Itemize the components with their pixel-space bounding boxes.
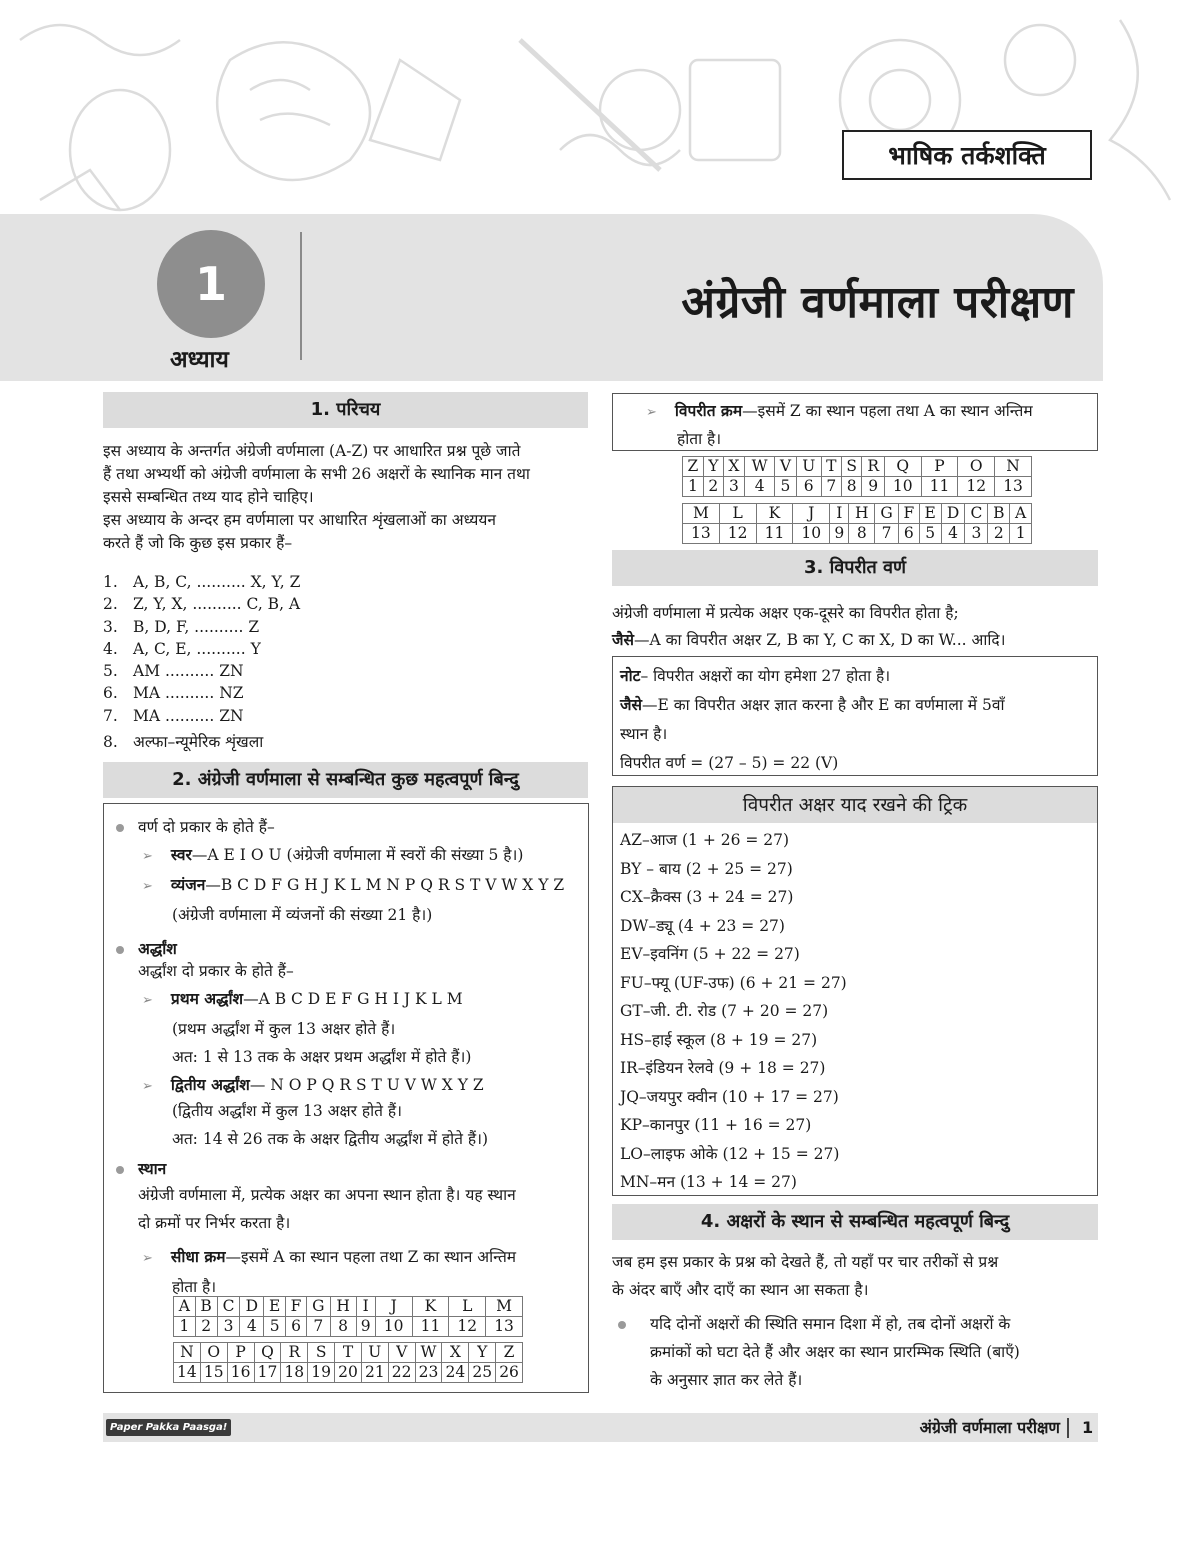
position-cell: 11 <box>921 477 958 497</box>
letter-cell: V <box>388 1343 415 1363</box>
position-cell: 26 <box>496 1363 523 1383</box>
table-row <box>174 1343 523 1363</box>
first-half-label: प्रथम अर्द्धांश <box>170 990 244 1008</box>
trick-item: BY – बाय (2 + 25 = 27) <box>620 859 793 878</box>
reverse-order-text: होता है। <box>677 430 722 448</box>
trick-item: GT–जी. टी. रोड (7 + 20 = 27) <box>620 1002 829 1020</box>
arrow-icon: ➢ <box>142 993 153 1008</box>
letter-cell: B <box>195 1297 217 1317</box>
reverse-order-table-1 <box>682 456 1032 497</box>
section-3-title: 3. विपरीत वर्ण <box>612 550 1098 586</box>
trick-item: LO–लाइफ ओके (12 + 15 = 27) <box>620 1144 840 1163</box>
letter-cell: P <box>227 1343 254 1363</box>
bullet-icon <box>116 824 124 832</box>
note-text: – विपरीत अक्षरों का योग हमेशा 27 होता है। <box>640 667 891 685</box>
swar-text: —A E I O U (अंग्रेजी वर्णमाला में स्वरों की संख्या 5 है।) <box>191 846 524 864</box>
first-half-note: (प्रथम अर्द्धांश में कुल 13 अक्षर होते हैं। <box>172 1020 396 1038</box>
sthan-text: दो क्रमों पर निर्भर करता है। <box>138 1214 291 1232</box>
trick-item: KP–कानपुर (11 + 16 = 27) <box>620 1116 812 1134</box>
doodle-background <box>0 0 1200 240</box>
trick-list <box>620 826 847 1197</box>
list-item: 6. MA .......... NZ <box>103 684 244 703</box>
chapter-divider <box>300 232 302 360</box>
opposite-letter-text <box>612 600 1005 654</box>
chapter-number: 1 <box>157 230 265 338</box>
letter-cell: W <box>415 1343 442 1363</box>
position-cell: 1 <box>174 1317 196 1337</box>
table-row <box>683 504 1032 524</box>
section-4-title: 4. अक्षरों के स्थान से सम्बन्धित महत्वपूर्ण बिन्दु <box>612 1204 1098 1240</box>
position-cell: 17 <box>254 1363 281 1383</box>
letter-cell: H <box>849 504 875 524</box>
position-cell: 9 <box>862 477 884 497</box>
list-item: 8. अल्फा–न्यूमेरिक शृंखला <box>103 733 264 752</box>
letter-cell: L <box>719 504 756 524</box>
position-cell: 25 <box>469 1363 496 1383</box>
reverse-order-table-2 <box>682 503 1032 544</box>
points-content <box>116 813 564 1301</box>
bullet-icon <box>116 946 124 954</box>
series-list <box>103 571 300 753</box>
ardhansh-sub: अर्द्धांश दो प्रकार के होते हैं– <box>138 962 294 980</box>
position-cell: 9 <box>830 524 849 544</box>
example-text: —E का विपरीत अक्षर ज्ञात करना है और E का वर्णमाला में 5वाँ <box>641 696 1005 714</box>
letter-cell: J <box>793 504 830 524</box>
letter-cell: O <box>200 1343 227 1363</box>
direct-order-table-2 <box>173 1342 523 1383</box>
list-item: 5. AM .......... ZN <box>103 662 244 681</box>
letter-cell: N <box>995 457 1032 477</box>
reverse-order-text: —इसमें Z का स्थान पहला तथा A का स्थान अन्तिम <box>742 402 1033 420</box>
position-cell: 21 <box>361 1363 388 1383</box>
position-cell: 19 <box>308 1363 335 1383</box>
letter-cell: R <box>862 457 884 477</box>
letter-cell: R <box>281 1343 308 1363</box>
letter-cell: G <box>306 1297 330 1317</box>
letter-cell: K <box>412 1297 449 1317</box>
table-row <box>683 477 1032 497</box>
letter-cell: H <box>330 1297 356 1317</box>
letter-cell: Y <box>469 1343 496 1363</box>
position-cell: 7 <box>821 477 841 497</box>
letter-cell: U <box>361 1343 388 1363</box>
trick-item: EV–इवनिंग (5 + 22 = 27) <box>620 945 800 963</box>
letter-cell: O <box>958 457 995 477</box>
subject-box: भाषिक तर्कशक्ति <box>842 130 1092 180</box>
intro-line: इससे सम्बन्धित तथ्य याद होने चाहिए। <box>103 488 314 506</box>
table-row <box>683 524 1032 544</box>
second-half-label: द्वितीय अर्द्धांश <box>170 1076 250 1094</box>
position-cell: 9 <box>356 1317 375 1337</box>
arrow-icon: ➢ <box>142 1079 153 1094</box>
letter-cell: E <box>919 504 941 524</box>
position-cell: 3 <box>217 1317 240 1337</box>
note-label: नोट <box>620 667 641 685</box>
letter-cell: C <box>217 1297 240 1317</box>
opposite-line: —A का विपरीत अक्षर Z, B का Y, C का X, D का W... आदि। <box>633 631 1006 649</box>
letter-cell: Q <box>254 1343 281 1363</box>
point-text: वर्ण दो प्रकार के होते हैं– <box>138 818 275 836</box>
direct-order-text: होता है। <box>172 1278 217 1296</box>
position-cell: 5 <box>919 524 941 544</box>
section-1-title: 1. परिचय <box>103 392 588 428</box>
letter-cell: X <box>442 1343 469 1363</box>
table-row <box>174 1297 523 1317</box>
letter-cell: Z <box>683 457 704 477</box>
position-cell: 5 <box>264 1317 286 1337</box>
list-item: 2. Z, Y, X, .......... C, B, A <box>103 595 301 614</box>
vyanjan-text: —B C D F G H J K L M N P Q R S T V W X Y Z <box>205 876 565 894</box>
letter-cell: K <box>756 504 793 524</box>
trick-item: FU–फ्यू (UF-उफ) (6 + 21 = 27) <box>620 973 847 992</box>
position-cell: 11 <box>412 1317 449 1337</box>
position-cell: 2 <box>988 524 1010 544</box>
list-item: 7. MA .......... ZN <box>103 706 244 725</box>
position-cell: 8 <box>330 1317 356 1337</box>
trick-title: विपरीत अक्षर याद रखने की ट्रिक <box>613 787 1097 823</box>
position-cell: 14 <box>174 1363 201 1383</box>
letter-cell: F <box>898 504 919 524</box>
position-cell: 13 <box>486 1317 523 1337</box>
letter-cell: D <box>240 1297 264 1317</box>
second-half-note: अत: 14 से 26 तक के अक्षर द्वितीय अर्द्धांश में होते हैं।) <box>172 1130 489 1148</box>
letter-cell: M <box>486 1297 523 1317</box>
position-cell: 13 <box>683 524 720 544</box>
footer-separator <box>1067 1418 1069 1438</box>
letter-cell: D <box>941 504 965 524</box>
letter-cell: N <box>174 1343 201 1363</box>
sthan-label: स्थान <box>138 1160 167 1178</box>
trick-item: DW–ड्यू (4 + 23 = 27) <box>620 916 785 935</box>
position-cell: 6 <box>286 1317 307 1337</box>
first-half-text: —A B C D E F G H I J K L M <box>243 990 463 1008</box>
letter-cell: B <box>988 504 1010 524</box>
position-cell: 2 <box>195 1317 217 1337</box>
table-row <box>174 1317 523 1337</box>
position-cell: 7 <box>875 524 899 544</box>
letter-cell: V <box>775 457 797 477</box>
intro-line: करते हैं जो कि कुछ इस प्रकार हैं– <box>103 534 293 552</box>
letter-cell: X <box>723 457 744 477</box>
intro-line: इस अध्याय के अन्दर हम वर्णमाला पर आधारित शृंखलाओं का अध्ययन <box>103 511 496 529</box>
letter-cell: A <box>1010 504 1032 524</box>
position-cell: 6 <box>898 524 919 544</box>
swar-label: स्वर <box>170 846 192 864</box>
letter-cell: F <box>286 1297 307 1317</box>
note-content <box>620 662 1004 778</box>
letter-cell: C <box>965 504 988 524</box>
section-4-line: क्रमांकों को घटा देते हैं और अक्षर का स्थान प्रारम्भिक स्थिति (बाएँ) <box>650 1343 1020 1361</box>
letter-cell: Y <box>703 457 723 477</box>
letter-cell: W <box>745 457 775 477</box>
direct-order-table-1 <box>173 1296 523 1337</box>
position-cell: 6 <box>796 477 821 497</box>
arrow-icon: ➢ <box>142 879 153 894</box>
sthan-text: अंग्रेजी वर्णमाला में, प्रत्येक अक्षर का अपना स्थान होता है। यह स्थान <box>138 1186 516 1204</box>
position-cell: 12 <box>958 477 995 497</box>
vyanjan-note: (अंग्रेजी वर्णमाला में व्यंजनों की संख्या 21 है।) <box>172 906 433 924</box>
page-number: 1 <box>1082 1418 1094 1437</box>
letter-cell: L <box>449 1297 486 1317</box>
section-4-line: के अनुसार ज्ञात कर लेते हैं। <box>650 1371 803 1389</box>
position-cell: 5 <box>775 477 797 497</box>
example-result: विपरीत वर्ण = (27 – 5) = 22 (V) <box>620 754 839 772</box>
section-4-content <box>612 1248 1020 1394</box>
letter-cell: Z <box>496 1343 523 1363</box>
position-cell: 8 <box>849 524 875 544</box>
position-cell: 12 <box>449 1317 486 1337</box>
position-cell: 12 <box>719 524 756 544</box>
trick-item: HS–हाई स्कूल (8 + 19 = 27) <box>620 1030 818 1049</box>
table-row <box>174 1363 523 1383</box>
arrow-icon: ➢ <box>142 849 153 864</box>
section-4-line: यदि दोनों अक्षरों की स्थिति समान दिशा में हो, तब दोनों अक्षरों के <box>650 1315 1011 1333</box>
direct-order-text: —इसमें A का स्थान पहला तथा Z का स्थान अन्तिम <box>225 1248 517 1266</box>
trick-item: MN–मन (13 + 14 = 27) <box>620 1173 797 1191</box>
footer-logo: Paper Pakka Paasga! <box>106 1419 231 1436</box>
arrow-icon: ➢ <box>142 1251 153 1266</box>
vyanjan-label: व्यंजन <box>170 876 206 894</box>
position-cell: 10 <box>884 477 921 497</box>
position-cell: 11 <box>756 524 793 544</box>
trick-item: JQ–जयपुर क्वीन (10 + 17 = 27) <box>620 1087 839 1106</box>
letter-cell: S <box>841 457 862 477</box>
list-item: 1. A, B, C, .......... X, Y, Z <box>103 573 301 591</box>
letter-cell: J <box>375 1297 412 1317</box>
ardhansh-label: अर्द्धांश <box>138 940 177 958</box>
first-half-note: अत: 1 से 13 तक के अक्षर प्रथम अर्द्धांश में होते हैं।) <box>172 1048 472 1066</box>
letter-cell: G <box>875 504 899 524</box>
letter-cell: I <box>356 1297 375 1317</box>
example-label: जैसे <box>620 696 642 714</box>
position-cell: 1 <box>683 477 704 497</box>
position-cell: 1 <box>1010 524 1032 544</box>
position-cell: 15 <box>200 1363 227 1383</box>
intro-paragraph-1 <box>103 440 530 555</box>
letter-cell: I <box>830 504 849 524</box>
second-half-note: (द्वितीय अर्द्धांश में कुल 13 अक्षर होते हैं। <box>172 1102 402 1120</box>
chapter-word: अध्याय <box>170 347 229 373</box>
opposite-line: अंग्रेजी वर्णमाला में प्रत्येक अक्षर एक-दूसरे का विपरीत होता है; <box>612 604 959 622</box>
position-cell: 22 <box>388 1363 415 1383</box>
position-cell: 4 <box>240 1317 264 1337</box>
letter-cell: U <box>796 457 821 477</box>
position-cell: 10 <box>793 524 830 544</box>
position-cell: 3 <box>965 524 988 544</box>
position-cell: 16 <box>227 1363 254 1383</box>
example-label: जैसे <box>612 631 634 649</box>
second-half-text: — N O P Q R S T U V W X Y Z <box>249 1076 484 1094</box>
example-text: स्थान है। <box>620 725 668 743</box>
position-cell: 7 <box>306 1317 330 1337</box>
position-cell: 8 <box>841 477 862 497</box>
position-cell: 10 <box>375 1317 412 1337</box>
footer-title: अंग्रेजी वर्णमाला परीक्षण <box>919 1418 1060 1437</box>
position-cell: 4 <box>941 524 965 544</box>
chapter-title: अंग्रेजी वर्णमाला परीक्षण <box>681 277 1074 328</box>
position-cell: 3 <box>723 477 744 497</box>
section-4-line: के अंदर बाएँ और दाएँ का स्थान आ सकता है। <box>612 1281 869 1299</box>
position-cell: 24 <box>442 1363 469 1383</box>
section-4-line: जब हम इस प्रकार के प्रश्न को देखते हैं, तो यहाँ पर चार तरीकों से प्रश्न <box>612 1253 999 1271</box>
letter-cell: E <box>264 1297 286 1317</box>
position-cell: 18 <box>281 1363 308 1383</box>
letter-cell: T <box>821 457 841 477</box>
position-cell: 23 <box>415 1363 442 1383</box>
reverse-order-content <box>646 398 1033 452</box>
intro-line: इस अध्याय के अन्तर्गत अंग्रेजी वर्णमाला (A-Z) पर आधारित प्रश्न पूछे जाते <box>103 442 521 460</box>
letter-cell: A <box>174 1297 196 1317</box>
arrow-icon: ➢ <box>646 405 657 420</box>
trick-item: AZ–आज (1 + 26 = 27) <box>620 831 790 849</box>
direct-order-label: सीधा क्रम <box>170 1248 226 1266</box>
trick-item: IR–इंडियन रेलवे (9 + 18 = 27) <box>620 1059 826 1077</box>
section-2-title: 2. अंग्रेजी वर्णमाला से सम्बन्धित कुछ महत्वपूर्ण बिन्दु <box>103 762 588 798</box>
letter-cell: Q <box>884 457 921 477</box>
bullet-icon <box>618 1321 626 1329</box>
position-cell: 13 <box>995 477 1032 497</box>
position-cell: 4 <box>745 477 775 497</box>
reverse-order-label: विपरीत क्रम <box>674 402 743 420</box>
position-cell: 20 <box>335 1363 362 1383</box>
letter-cell: S <box>308 1343 335 1363</box>
letter-cell: M <box>683 504 720 524</box>
table-row <box>683 457 1032 477</box>
position-cell: 2 <box>703 477 723 497</box>
list-item: 4. A, C, E, .......... Y <box>103 639 261 658</box>
list-item: 3. B, D, F, .......... Z <box>103 617 260 636</box>
intro-line: हैं तथा अभ्यर्थी को अंग्रेजी वर्णमाला के सभी 26 अक्षरों के स्थानिक मान तथा <box>103 465 530 483</box>
trick-item: CX–क्रैक्स (3 + 24 = 27) <box>620 888 794 906</box>
bullet-icon <box>116 1166 124 1174</box>
letter-cell: P <box>921 457 958 477</box>
letter-cell: T <box>335 1343 362 1363</box>
